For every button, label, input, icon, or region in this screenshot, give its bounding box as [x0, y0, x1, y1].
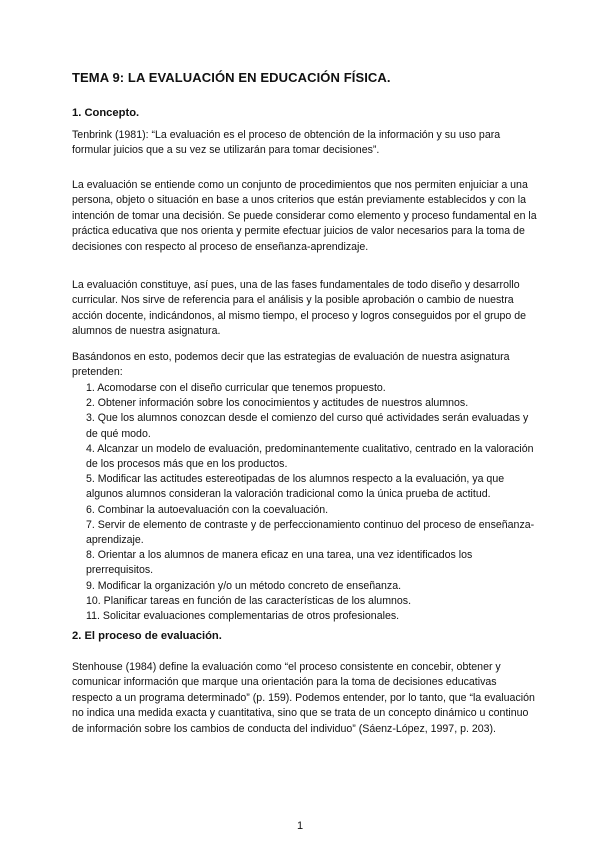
list-item: 4. Alcanzar un modelo de evaluación, predominantemente cualitativo, centrado en la valoración de los procesos más que en los productos.: [86, 442, 534, 471]
list-item: 5. Modificar las actitudes estereotipadas de los alumnos respecto a la evaluación, ya que algunos alumnos consideran la valoración tradicional como la única prueba de actitud.: [86, 473, 505, 501]
page-title: TEMA 9: LA EVALUACIÓN EN EDUCACIÓN FÍSICA.: [72, 70, 391, 85]
list-item: 10. Planificar tareas en función de las características de los alumnos.: [86, 594, 412, 607]
list-item: 8. Orientar a los alumnos de manera eficaz en una tarea, una vez identificados los prerrequisitos.: [86, 549, 473, 577]
list-item: 1. Acomodarse con el diseño curricular que tenemos propuesto.: [86, 382, 386, 394]
list-item: 9. Modificar la organización y/o un método concreto de enseñanza.: [86, 579, 402, 592]
paragraph-stenhouse: Stenhouse (1984) define la evaluación como “el proceso consistente en concebir, obtener y comunicar información que marque una orientación para la toma de decisiones educativas respecto a un programa determinado” (p. 159). Podemos entender, por lo tanto, que “la evaluación no indica una medida exacta y cuantitativa, sino que se trata de un concepto dinámico u continuo de información sobre los cambios de conducta del individuo” (Sáenz-López, 1997, p. 203).: [72, 661, 535, 735]
paragraph-strategies-intro: Basándonos en esto, podemos decir que las estrategias de evaluación de nuestra asignatura pretenden:: [72, 351, 510, 379]
list-item: 11. Solicitar evaluaciones complementarias de otros profesionales.: [86, 610, 400, 623]
list-item: 7. Servir de elemento de contraste y de perfeccionamiento continuo del proceso de enseñanza-aprendizaje.: [86, 518, 535, 547]
strategies-list: [86, 381, 536, 624]
section-heading-proceso: 2. El proceso de evaluación.: [72, 630, 222, 642]
paragraph-evaluation-definition: La evaluación se entiende como un conjunto de procedimientos que nos permiten enjuiciar a una persona, objeto o situación en base a unos criterios que están previamente establecidos y con la intención de tomar una decisión. Se puede considerar como elemento y proceso fundamental en la práctica educativa que nos orienta y permite efectuar juicios de valor necesarios para la toma de decisiones con respecto al proceso de enseñanza-aprendizaje.: [72, 179, 537, 253]
list-item: 6. Combinar la autoevaluación con la coevaluación.: [86, 503, 329, 516]
section-heading-concepto: 1. Concepto.: [72, 107, 140, 119]
paragraph-curricular-design: La evaluación constituye, así pues, una de las fases fundamentales de todo diseño y desarrollo curricular. Nos sirve de referencia para el análisis y la posible aprobación o cambio de nuestra acción docente, indicándonos, al mismo tiempo, el proceso y logros conseguidos por el grupo de alumnos de nuestra asignatura.: [72, 279, 527, 338]
list-item: 2. Obtener información sobre los conocimientos y actitudes de nuestros alumnos.: [86, 397, 469, 410]
page-number: 1: [296, 820, 304, 832]
list-item: 3. Que los alumnos conozcan desde el comienzo del curso qué actividades serán evaluadas y de qué modo.: [86, 412, 529, 440]
paragraph-tenbrink-quote: Tenbrink (1981): “La evaluación es el proceso de obtención de la información y su uso para formular juicios que a su vez se utilizarán para tomar decisiones”.: [72, 129, 501, 157]
